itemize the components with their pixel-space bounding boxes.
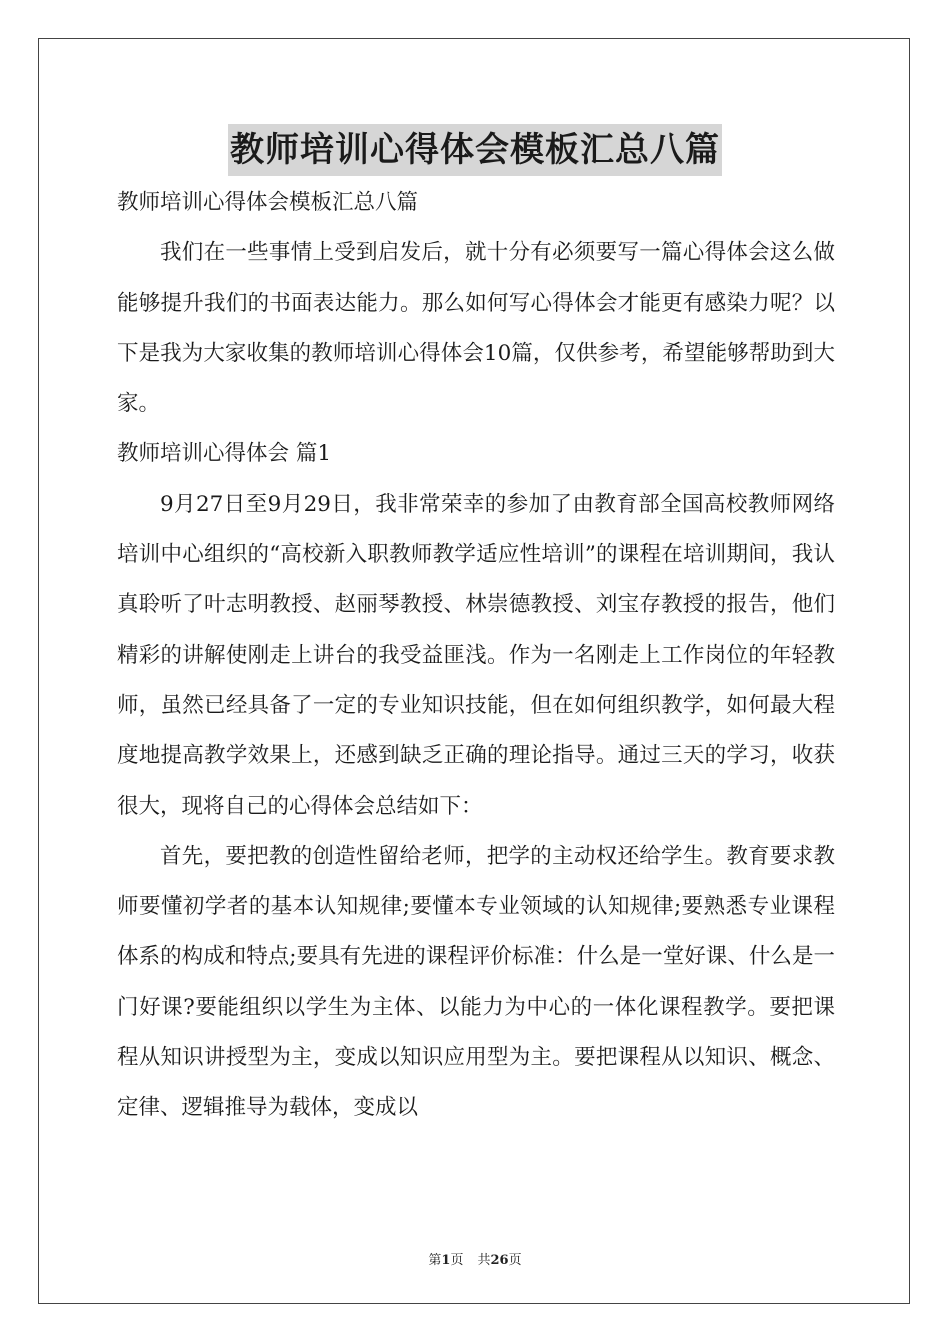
document-title-text: 教师培训心得体会模板汇总八篇 <box>228 124 722 176</box>
body-paragraph: 首先，要把教的创造性留给老师，把学的主动权还给学生。教育要求教师要懂初学者的基本认知规律;要懂本专业领域的认知规律;要熟悉专业课程体系的构成和特点;要具有先进的课程评价标准：什么是一堂好课、什么是一门好课?要能组织以学生为主体、以能力为中心的一体化课程教学。要把课程从知识讲授型为主，变成以知识应用型为主。要把课程从以知识、概念、定律、逻辑推导为载体，变成以 <box>117 843 835 1121</box>
page-footer <box>0 1249 950 1268</box>
body-paragraph: 9月27日至9月29日，我非常荣幸的参加了由教育部全国高校教师网络培训中心组织的“高校新入职教师教学适应性培训”的课程在培训期间，我认真聆听了叶志明教授、赵丽琴教授、林崇德教授、刘宝存教授的报告，他们精彩的讲解使刚走上讲台的我受益匪浅。作为一名刚走上工作岗位的年轻教师，虽然已经具备了一定的专业知识技能，但在如何组织教学，如何最大程度地提高教学效果上，还感到缺乏正确的理论指导。通过三天的学习，收获很大，现将自己的心得体会总结如下： <box>117 491 835 819</box>
total-suffix: 页 <box>508 1253 522 1268</box>
page-prefix: 第 <box>428 1253 442 1268</box>
subtitle-line: 教师培训心得体会模板汇总八篇 <box>117 190 419 215</box>
page-suffix: 页 <box>450 1253 464 1268</box>
page-number: 1 <box>441 1253 451 1268</box>
total-pages: 26 <box>490 1253 509 1268</box>
intro-paragraph: 我们在一些事情上受到启发后，就十分有必须要写一篇心得体会这么做能够提升我们的书面表达能力。那么如何写心得体会才能更有感染力呢？以下是我为大家收集的教师培训心得体会10篇，仅供参考，希望能够帮助到大家。 <box>117 240 835 417</box>
document-body <box>117 178 835 1134</box>
total-prefix: 共 <box>477 1253 491 1268</box>
section-heading: 教师培训心得体会 篇1 <box>117 441 332 467</box>
document-title <box>0 124 950 176</box>
